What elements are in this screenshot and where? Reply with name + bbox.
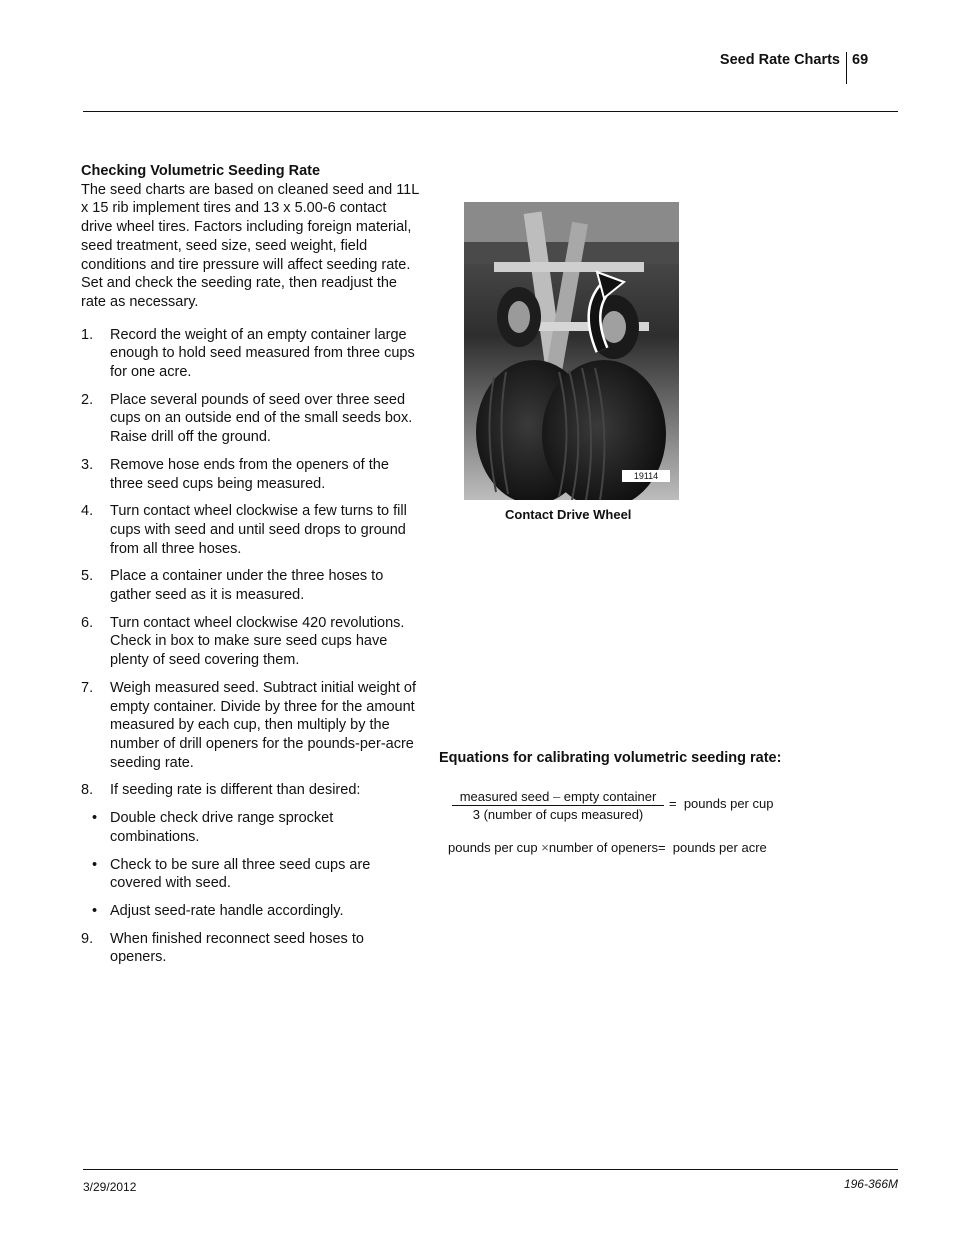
list-item: 8. If seeding rate is different than desired: [81, 782, 361, 799]
equation-1-denominator: 3 (number of cups measured) [472, 807, 644, 822]
footer-doc-number: 196-366M [843, 1177, 898, 1191]
running-header-title: Seed Rate Charts [719, 52, 840, 68]
list-item: 1. Record the weight of an empty container large enough to hold seed measured from three cups for one acre. [81, 326, 415, 381]
equation-1-fraction [452, 789, 664, 822]
figure-id: 19114 [633, 471, 659, 481]
left-column [81, 162, 421, 976]
intro-paragraph: The seed charts are based on cleaned seed and 11L x 15 rib implement tires and 13 x 5.00-6 contact drive wheel tires. Factors including foreign material, seed treatment, seed size, seed weight, field conditions and tire pressure will affect seeding rate. Set and check the seeding rate, then readjust the rate as necessary. [81, 181, 419, 310]
list-item: 9. When finished reconnect seed hoses to openers. [81, 930, 364, 966]
footer-rule [83, 1169, 898, 1170]
bullet-item: • Check to be sure all three seed cups are covered with seed. [92, 856, 371, 892]
page-number: 69 [852, 52, 869, 68]
list-item: 5. Place a container under the three hoses to gather seed as it is measured. [81, 568, 384, 604]
list-item: 6. Turn contact wheel clockwise 420 revolutions. Check in box to make sure seed cups have plenty of seed covering them. [81, 614, 405, 669]
list-item: 3. Remove hose ends from the openers of the three seed cups being measured. [81, 456, 389, 492]
list-item: 7. Weigh measured seed. Subtract initial weight of empty container. Divide by three for the amount measured by each cup, then multiply by the number of drill openers for the pounds-per-acre seeding rate. [81, 679, 417, 771]
equation-1-numerator: measured seed – empty container [452, 789, 664, 806]
figure-caption: Contact Drive Wheel [505, 507, 632, 522]
steps-list [81, 326, 421, 800]
sub-bullets [81, 809, 421, 921]
steps-list-final [81, 930, 421, 967]
equation-1-result: = pounds per cup [669, 796, 774, 811]
footer-date: 3/29/2012 [83, 1180, 137, 1194]
equations-title: Equations for calibrating volumetric seeding rate: [439, 750, 782, 766]
header-divider [846, 52, 847, 84]
equation-2: pounds per cup ×number of openers= pounds per acre [448, 840, 767, 855]
list-item: 2. Place several pounds of seed over three seed cups on an outside end of the small seeds box. Raise drill off the ground. [81, 391, 413, 446]
list-item: 4. Turn contact wheel clockwise a few turns to fill cups with seed and until seed drops to ground from all three hoses. [81, 503, 407, 557]
bullet-item: • Adjust seed-rate handle accordingly. [92, 902, 344, 919]
header-rule [83, 111, 898, 112]
bullet-item: • Double check drive range sprocket combinations. [92, 810, 334, 845]
contact-drive-wheel-photo [464, 202, 679, 500]
section-title: Checking Volumetric Seeding Rate [81, 163, 321, 179]
